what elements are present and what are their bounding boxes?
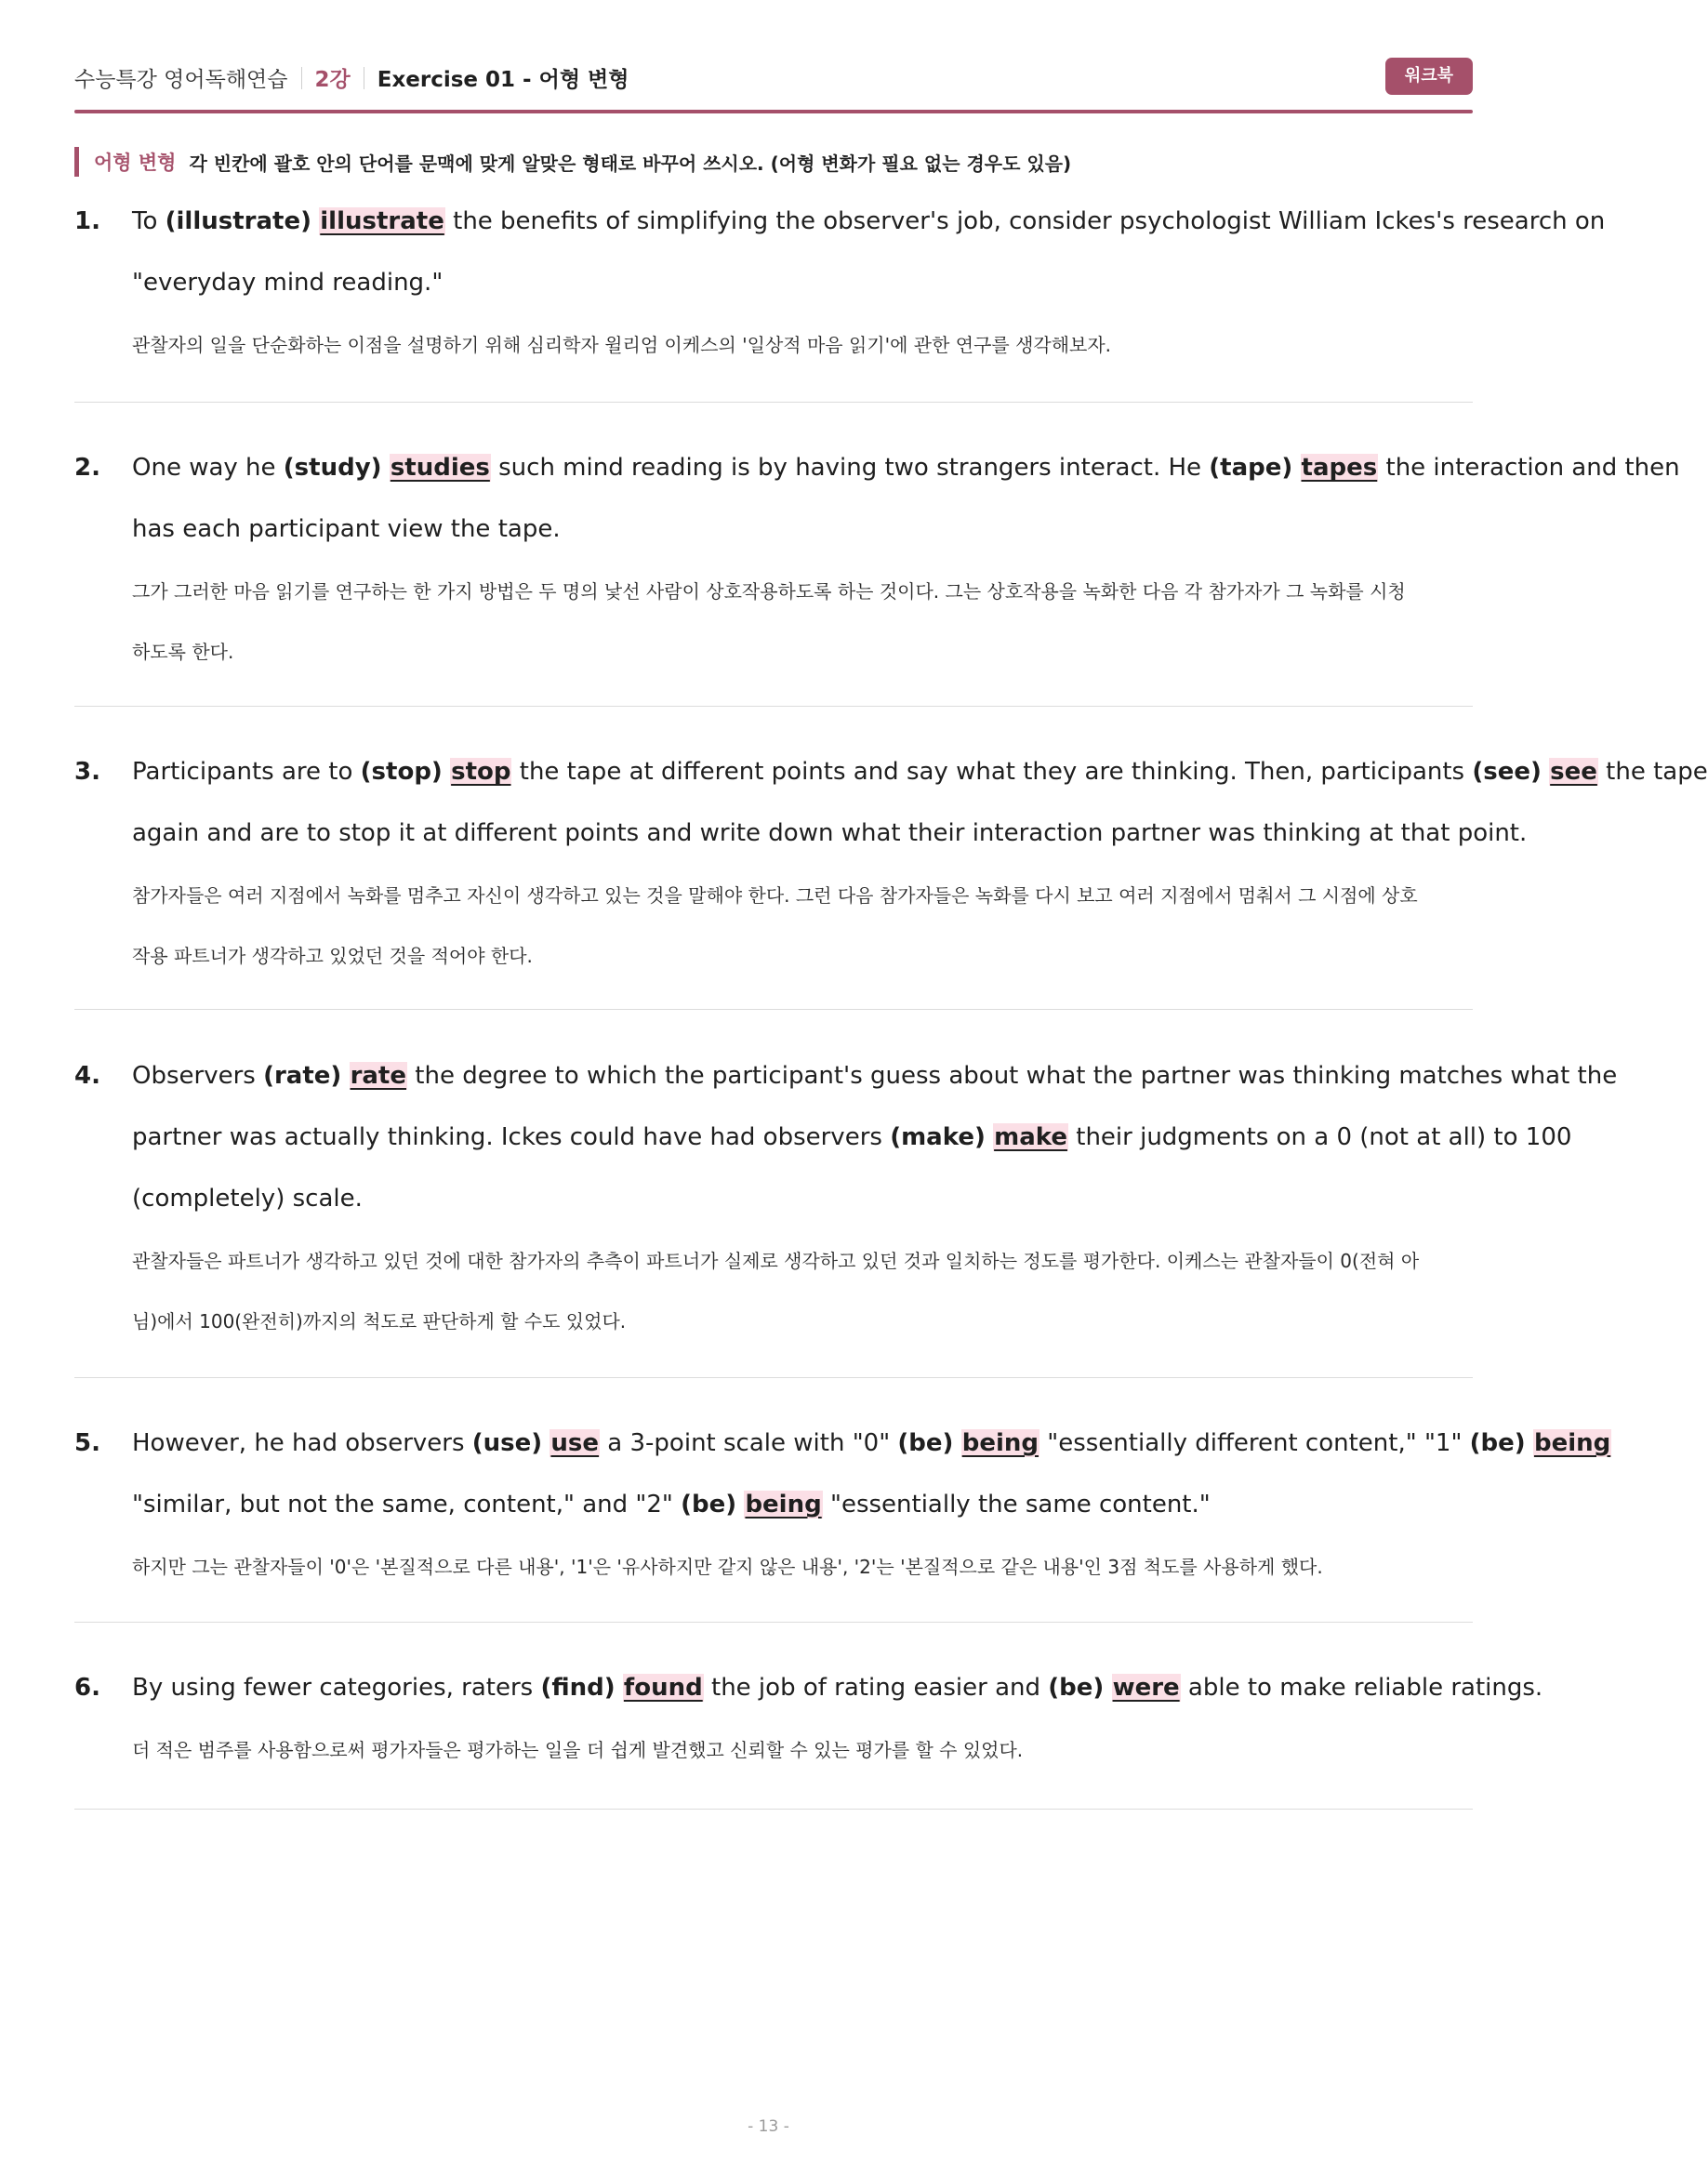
answer-word: stop xyxy=(451,758,511,786)
english-sentence-line xyxy=(132,741,1708,802)
answer-word: use xyxy=(550,1429,600,1457)
item-number: 2. xyxy=(74,454,100,482)
english-sentence-line xyxy=(132,252,1473,313)
english-sentence-line xyxy=(132,1168,1473,1229)
exercise-item xyxy=(74,191,1606,374)
korean-translation-line: 하지만 그는 관찰자들이 '0'은 '본질적으로 다른 내용', '1'은 '유사하지만 같지 않은 내용', '2'는 '본질적으로 같은 내용'인 3점 척도를 사용하게 했다. xyxy=(132,1556,1323,1578)
sentence-text xyxy=(341,1062,349,1090)
item-divider xyxy=(74,706,1473,707)
hint-word: (be) xyxy=(681,1491,737,1519)
instruction-tag: 어형 변형 xyxy=(94,152,177,174)
book-title: 수능특강 영어독해연습 xyxy=(74,68,288,92)
answer-word: see xyxy=(1550,758,1597,786)
english-sentence-line xyxy=(132,1657,1543,1718)
korean-translation-line: 그가 그러한 마음 읽기를 연구하는 한 가지 방법은 두 명의 낯선 사람이 상호작용하도록 하는 것이다. 그는 상호작용을 녹화한 다음 각 참가자가 그 녹화를 시청 xyxy=(132,580,1406,603)
english-sentence-line xyxy=(132,1412,1611,1474)
sentence-text: (completely) scale. xyxy=(132,1185,363,1213)
sentence-text xyxy=(953,1429,960,1457)
exercise-item xyxy=(74,1045,1618,1350)
item-number: 4. xyxy=(74,1062,100,1090)
english-sentence-line xyxy=(132,1107,1572,1168)
hint-word: (use) xyxy=(471,1429,543,1457)
hint-word: (make) xyxy=(890,1123,986,1151)
instruction-row xyxy=(74,147,1071,177)
exercise-item xyxy=(74,1657,1543,1779)
sentence-text: their judgments on a 0 (not at all) to 100 xyxy=(1067,1123,1572,1151)
hint-word: (rate) xyxy=(263,1062,342,1090)
korean-translation-line: 더 적은 범주를 사용함으로써 평가자들은 평가하는 일을 더 쉽게 발견했고 신뢰할 수 있는 평가를 할 수 있었다. xyxy=(132,1739,1024,1761)
sentence-text: the tape xyxy=(1597,758,1708,786)
item-number: 3. xyxy=(74,758,100,786)
hint-word: (study) xyxy=(283,454,382,482)
hint-word: (be) xyxy=(1048,1674,1105,1702)
hint-word: (tape) xyxy=(1209,454,1293,482)
answer-word: make xyxy=(994,1123,1067,1151)
item-divider xyxy=(74,1009,1473,1010)
sentence-text: However, he had observers xyxy=(132,1429,472,1457)
sentence-text: To xyxy=(132,207,166,235)
korean-translation-line: 님)에서 100(완전히)까지의 척도로 판단하게 할 수도 있었다. xyxy=(132,1310,627,1333)
answer-word: rate xyxy=(350,1062,406,1090)
sentence-text: again and are to stop it at different points and write down what their interaction partner was thinking at that point. xyxy=(132,819,1528,847)
sentence-text xyxy=(616,1674,623,1702)
item-number: 5. xyxy=(74,1429,100,1457)
answer-word: tapes xyxy=(1301,454,1378,482)
sentence-text xyxy=(1542,758,1549,786)
answer-word: being xyxy=(1533,1429,1611,1457)
sentence-text: the benefits of simplifying the observer's job, consider psychologist William Ickes's research on xyxy=(444,207,1606,235)
sentence-text: Observers xyxy=(132,1062,264,1090)
exercise-item xyxy=(74,741,1708,985)
korean-translation-line: 관찰자들은 파트너가 생각하고 있던 것에 대한 참가자의 추측이 파트너가 실제로 생각하고 있던 것과 일치하는 정도를 평가한다. 이케스는 관찰자들이 0(전혀 아 xyxy=(132,1250,1420,1272)
lesson-number: 2강 xyxy=(314,68,351,92)
sentence-text: a 3-point scale with "0" xyxy=(600,1429,898,1457)
item-divider xyxy=(74,402,1473,403)
page-header xyxy=(74,58,1473,99)
sentence-text xyxy=(1292,454,1300,482)
english-sentence-line xyxy=(132,1474,1473,1535)
sentence-text: the interaction and then xyxy=(1378,454,1680,482)
hint-word: (illustrate) xyxy=(165,207,311,235)
sentence-text: the degree to which the participant's guess about what the partner was thinking matches what the xyxy=(407,1062,1618,1090)
english-sentence-line xyxy=(132,802,1528,864)
answer-word: illustrate xyxy=(320,207,444,235)
page-number: - 13 - xyxy=(748,2117,789,2136)
sentence-text: the tape at different points and say what they are thinking. Then, participants xyxy=(511,758,1473,786)
header-rule xyxy=(74,110,1473,113)
workbook-badge: 워크북 xyxy=(1385,58,1473,95)
hint-word: (stop) xyxy=(360,758,443,786)
sentence-text: such mind reading is by having two strangers interact. He xyxy=(490,454,1210,482)
hint-word: (find) xyxy=(540,1674,616,1702)
breadcrumb xyxy=(74,62,629,93)
sentence-text: "everyday mind reading." xyxy=(132,269,444,297)
english-sentence-line xyxy=(132,1045,1618,1107)
item-divider xyxy=(74,1622,1473,1623)
instruction-marker xyxy=(74,147,79,177)
exercise-item xyxy=(74,437,1680,681)
sentence-text xyxy=(986,1123,993,1151)
answer-word: being xyxy=(745,1491,822,1519)
sentence-text: "essentially different content," "1" xyxy=(1039,1429,1470,1457)
hint-word: (be) xyxy=(1469,1429,1526,1457)
korean-translation-line: 관찰자의 일을 단순화하는 이점을 설명하기 위해 심리학자 윌리엄 이케스의 '일상적 마음 읽기'에 관한 연구를 생각해보자. xyxy=(132,334,1112,356)
exercise-item xyxy=(74,1412,1611,1596)
sentence-text: "similar, but not the same, content," and "2" xyxy=(132,1491,682,1519)
breadcrumb-separator xyxy=(301,67,302,89)
item-number: 1. xyxy=(74,207,100,235)
answer-word: studies xyxy=(390,454,490,482)
sentence-text xyxy=(1526,1429,1533,1457)
item-number: 6. xyxy=(74,1674,100,1702)
item-divider xyxy=(74,1377,1473,1378)
english-sentence-line xyxy=(132,191,1606,252)
sentence-text: One way he xyxy=(132,454,284,482)
english-sentence-line xyxy=(132,437,1680,498)
instruction-text: 각 빈칸에 괄호 안의 단어를 문맥에 맞게 알맞은 형태로 바꾸어 쓰시오. (어형 변화가 필요 없는 경우도 있음) xyxy=(189,152,1072,175)
korean-translation-line: 하도록 한다. xyxy=(132,641,234,663)
sentence-text xyxy=(443,758,450,786)
answer-word: were xyxy=(1112,1674,1180,1702)
sentence-text: has each participant view the tape. xyxy=(132,515,561,543)
sentence-text: "essentially the same content." xyxy=(822,1491,1211,1519)
sentence-text: Participants are to xyxy=(132,758,361,786)
sentence-text: able to make reliable ratings. xyxy=(1180,1674,1543,1702)
sentence-text: partner was actually thinking. Ickes could have had observers xyxy=(132,1123,891,1151)
hint-word: (be) xyxy=(897,1429,954,1457)
exercise-title: Exercise 01 - 어형 변형 xyxy=(377,68,629,92)
sentence-text: the job of rating easier and xyxy=(703,1674,1049,1702)
sentence-text: By using fewer categories, raters xyxy=(132,1674,541,1702)
answer-word: being xyxy=(961,1429,1039,1457)
korean-translation-line: 참가자들은 여러 지점에서 녹화를 멈추고 자신이 생각하고 있는 것을 말해야 한다. 그런 다음 참가자들은 녹화를 다시 보고 여러 지점에서 멈춰서 그 시점에 상호 xyxy=(132,884,1418,907)
answer-word: found xyxy=(623,1674,703,1702)
korean-translation-line: 작용 파트너가 생각하고 있었던 것을 적어야 한다. xyxy=(132,945,533,967)
hint-word: (see) xyxy=(1472,758,1542,786)
item-divider xyxy=(74,1809,1473,1810)
english-sentence-line xyxy=(132,498,1473,560)
sentence-text xyxy=(1104,1674,1111,1702)
sentence-text xyxy=(382,454,390,482)
